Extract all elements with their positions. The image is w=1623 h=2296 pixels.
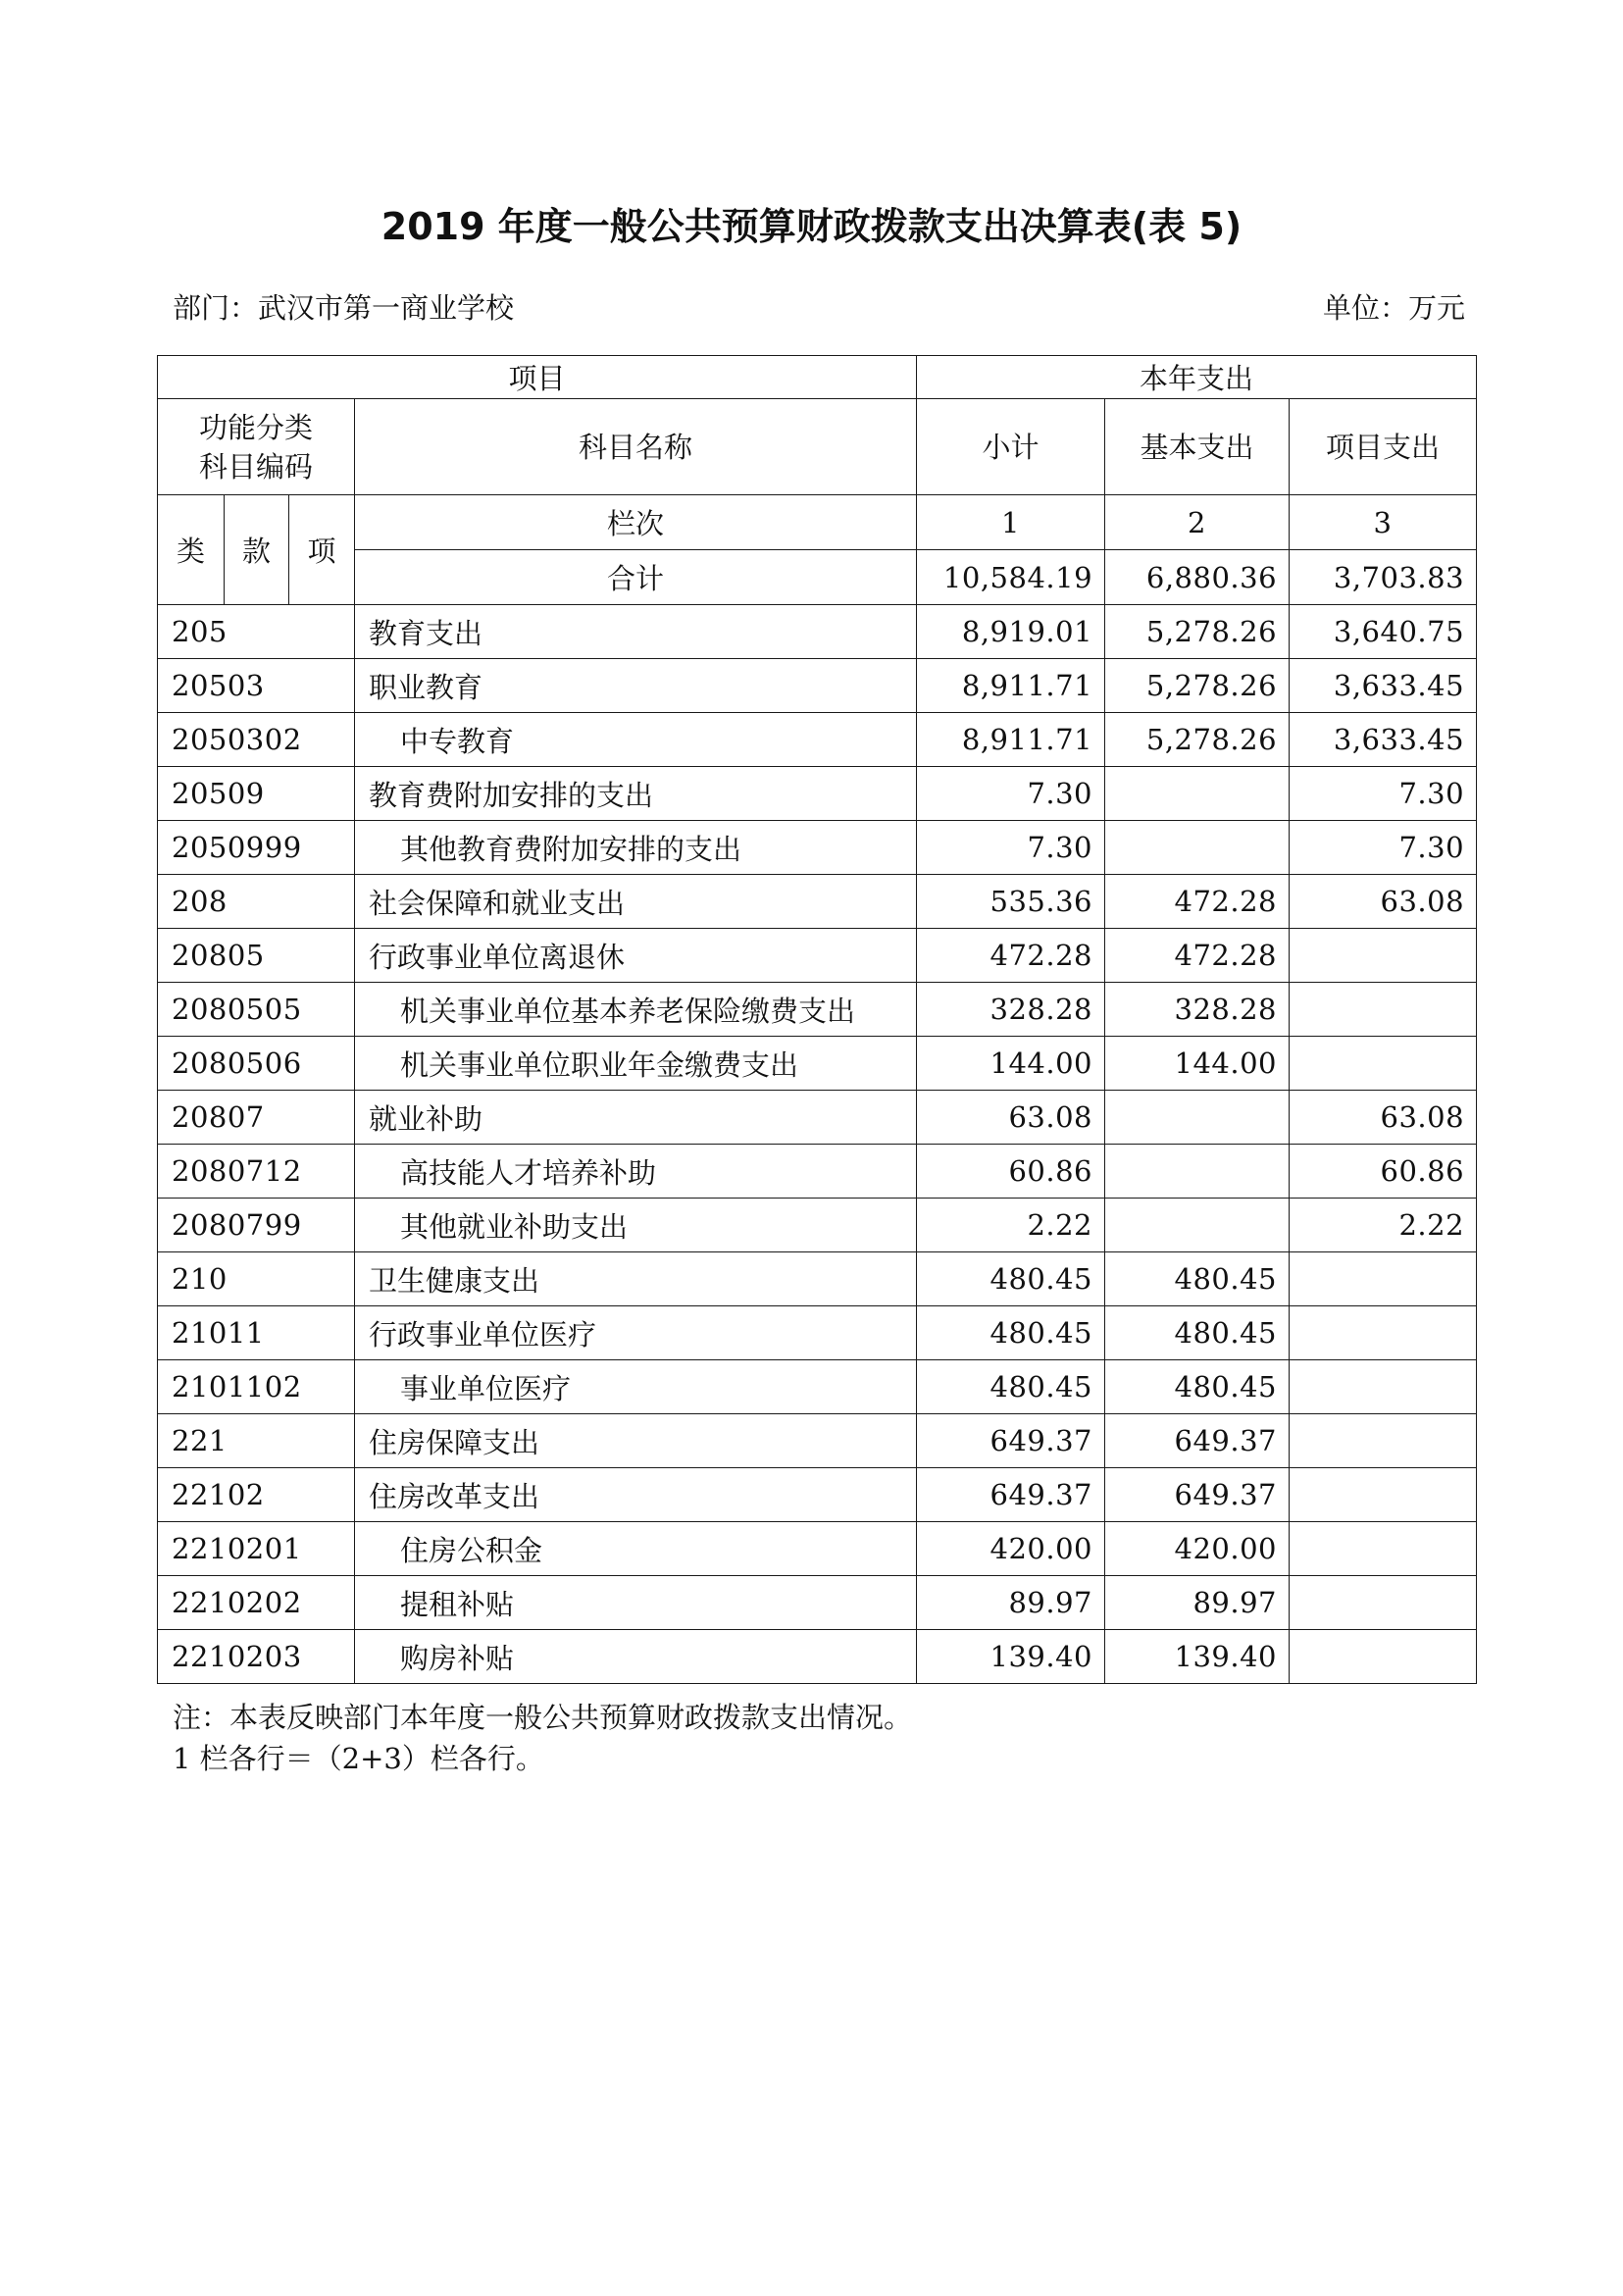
row-project [1290, 929, 1477, 983]
header-row-1 [158, 356, 1477, 399]
row-basic: 472.28 [1105, 929, 1290, 983]
current-year-header: 本年支出 [917, 356, 1477, 399]
row-subtotal: 60.86 [917, 1145, 1105, 1199]
row-subtotal: 7.30 [917, 767, 1105, 821]
func-code-line2: 科目编码 [198, 449, 313, 484]
row-basic [1105, 1145, 1290, 1199]
row-basic: 649.37 [1105, 1414, 1290, 1468]
row-basic: 5,278.26 [1105, 659, 1290, 713]
row-basic: 420.00 [1105, 1522, 1290, 1576]
table-notes [173, 1697, 912, 1779]
row-code: 2210201 [158, 1522, 355, 1576]
column-label: 栏次 [355, 495, 917, 550]
row-project: 63.08 [1290, 1091, 1477, 1145]
row-project [1290, 1630, 1477, 1684]
row-basic: 472.28 [1105, 875, 1290, 929]
row-subject-name: 住房改革支出 [355, 1468, 917, 1522]
basic-header: 基本支出 [1105, 399, 1290, 495]
document-meta [173, 286, 1465, 327]
row-project [1290, 1414, 1477, 1468]
row-subtotal: 649.37 [917, 1414, 1105, 1468]
row-subtotal: 8,911.71 [917, 713, 1105, 767]
table-row [158, 767, 1477, 821]
row-code: 205 [158, 605, 355, 659]
row-subtotal: 535.36 [917, 875, 1105, 929]
note-line-2: 1 栏各行＝（2+3）栏各行。 [173, 1742, 544, 1775]
row-basic: 328.28 [1105, 983, 1290, 1037]
row-project [1290, 1576, 1477, 1630]
total-basic: 6,880.36 [1105, 550, 1290, 605]
row-subject-name: 机关事业单位职业年金缴费支出 [355, 1037, 917, 1091]
row-subtotal: 8,919.01 [917, 605, 1105, 659]
table-row [158, 1468, 1477, 1522]
func-code-header [158, 399, 355, 495]
table-row [158, 1199, 1477, 1252]
row-project: 3,640.75 [1290, 605, 1477, 659]
project-header: 项目 [158, 356, 917, 399]
row-code: 20807 [158, 1091, 355, 1145]
row-subject-name: 就业补助 [355, 1091, 917, 1145]
row-subject-name: 中专教育 [355, 713, 917, 767]
table-row [158, 1360, 1477, 1414]
row-code: 2210202 [158, 1576, 355, 1630]
row-basic: 139.40 [1105, 1630, 1290, 1684]
page-title: 2019 年度一般公共预算财政拨款支出决算表(表 5) [380, 205, 1243, 248]
row-basic: 480.45 [1105, 1360, 1290, 1414]
row-code: 2080506 [158, 1037, 355, 1091]
row-subject-name: 高技能人才培养补助 [355, 1145, 917, 1199]
column-number-row [158, 495, 1477, 550]
row-project: 7.30 [1290, 767, 1477, 821]
row-basic: 5,278.26 [1105, 713, 1290, 767]
table-row [158, 713, 1477, 767]
table-row [158, 1252, 1477, 1306]
row-basic: 480.45 [1105, 1252, 1290, 1306]
row-subtotal: 139.40 [917, 1630, 1105, 1684]
row-code: 208 [158, 875, 355, 929]
row-subtotal: 144.00 [917, 1037, 1105, 1091]
unit-label: 单位：万元 [1322, 291, 1465, 325]
row-code: 21011 [158, 1306, 355, 1360]
row-basic: 144.00 [1105, 1037, 1290, 1091]
row-code: 2210203 [158, 1630, 355, 1684]
row-subject-name: 住房保障支出 [355, 1414, 917, 1468]
row-basic: 89.97 [1105, 1576, 1290, 1630]
row-code: 2080505 [158, 983, 355, 1037]
row-subject-name: 购房补贴 [355, 1630, 917, 1684]
row-code: 2050302 [158, 713, 355, 767]
row-basic: 5,278.26 [1105, 605, 1290, 659]
row-subject-name: 教育费附加安排的支出 [355, 767, 917, 821]
row-project [1290, 1306, 1477, 1360]
row-basic [1105, 767, 1290, 821]
total-row [158, 550, 1477, 605]
table-row [158, 1630, 1477, 1684]
table-row [158, 659, 1477, 713]
table-row [158, 983, 1477, 1037]
table-row [158, 1091, 1477, 1145]
row-subject-name: 事业单位医疗 [355, 1360, 917, 1414]
row-basic [1105, 1199, 1290, 1252]
row-subtotal: 649.37 [917, 1468, 1105, 1522]
department-label: 部门：武汉市第一商业学校 [173, 291, 515, 325]
row-project [1290, 1522, 1477, 1576]
row-subtotal: 472.28 [917, 929, 1105, 983]
row-code: 20509 [158, 767, 355, 821]
row-basic: 649.37 [1105, 1468, 1290, 1522]
table-row [158, 605, 1477, 659]
row-subtotal: 420.00 [917, 1522, 1105, 1576]
row-code: 2050999 [158, 821, 355, 875]
table-body [158, 356, 1477, 1684]
row-code: 22102 [158, 1468, 355, 1522]
total-label: 合计 [355, 550, 917, 605]
row-subject-name: 其他就业补助支出 [355, 1199, 917, 1252]
row-project: 63.08 [1290, 875, 1477, 929]
table-row [158, 1306, 1477, 1360]
row-subtotal: 480.45 [917, 1306, 1105, 1360]
row-subject-name: 住房公积金 [355, 1522, 917, 1576]
table-row [158, 1414, 1477, 1468]
row-subject-name: 其他教育费附加安排的支出 [355, 821, 917, 875]
row-project: 2.22 [1290, 1199, 1477, 1252]
row-project: 7.30 [1290, 821, 1477, 875]
table-row [158, 821, 1477, 875]
row-subtotal: 2.22 [917, 1199, 1105, 1252]
row-code: 2101102 [158, 1360, 355, 1414]
xiang-header: 项 [289, 495, 355, 605]
col3-number: 3 [1290, 495, 1477, 550]
total-project: 3,703.83 [1290, 550, 1477, 605]
col2-number: 2 [1105, 495, 1290, 550]
row-project [1290, 1360, 1477, 1414]
table-row [158, 1037, 1477, 1091]
row-subject-name: 机关事业单位基本养老保险缴费支出 [355, 983, 917, 1037]
row-code: 2080799 [158, 1199, 355, 1252]
row-project [1290, 1468, 1477, 1522]
row-subtotal: 480.45 [917, 1360, 1105, 1414]
table-row [158, 1145, 1477, 1199]
row-subtotal: 480.45 [917, 1252, 1105, 1306]
row-subtotal: 7.30 [917, 821, 1105, 875]
row-code: 210 [158, 1252, 355, 1306]
subject-name-header: 科目名称 [355, 399, 917, 495]
row-basic [1105, 821, 1290, 875]
row-project [1290, 1252, 1477, 1306]
note-line-1: 注：本表反映部门本年度一般公共预算财政拨款支出情况。 [173, 1701, 913, 1734]
row-project: 3,633.45 [1290, 659, 1477, 713]
func-code-line1: 功能分类 [198, 410, 313, 444]
row-subject-name: 职业教育 [355, 659, 917, 713]
col1-number: 1 [917, 495, 1105, 550]
row-code: 20805 [158, 929, 355, 983]
row-project [1290, 983, 1477, 1037]
row-subtotal: 89.97 [917, 1576, 1105, 1630]
budget-table [157, 355, 1477, 1684]
total-subtotal: 10,584.19 [917, 550, 1105, 605]
row-subject-name: 卫生健康支出 [355, 1252, 917, 1306]
table-row [158, 1576, 1477, 1630]
row-basic [1105, 1091, 1290, 1145]
row-subject-name: 行政事业单位医疗 [355, 1306, 917, 1360]
row-subject-name: 社会保障和就业支出 [355, 875, 917, 929]
table-row [158, 875, 1477, 929]
table-row [158, 929, 1477, 983]
row-subject-name: 提租补贴 [355, 1576, 917, 1630]
row-subtotal: 63.08 [917, 1091, 1105, 1145]
row-project: 3,633.45 [1290, 713, 1477, 767]
subtotal-header: 小计 [917, 399, 1105, 495]
row-code: 2080712 [158, 1145, 355, 1199]
row-subject-name: 行政事业单位离退休 [355, 929, 917, 983]
row-code: 221 [158, 1414, 355, 1468]
row-subtotal: 328.28 [917, 983, 1105, 1037]
header-row-2 [158, 399, 1477, 495]
project-expense-header: 项目支出 [1290, 399, 1477, 495]
row-basic: 480.45 [1105, 1306, 1290, 1360]
lei-header: 类 [158, 495, 225, 605]
row-code: 20503 [158, 659, 355, 713]
kuan-header: 款 [225, 495, 289, 605]
row-project: 60.86 [1290, 1145, 1477, 1199]
row-project [1290, 1037, 1477, 1091]
row-subtotal: 8,911.71 [917, 659, 1105, 713]
row-subject-name: 教育支出 [355, 605, 917, 659]
table-row [158, 1522, 1477, 1576]
